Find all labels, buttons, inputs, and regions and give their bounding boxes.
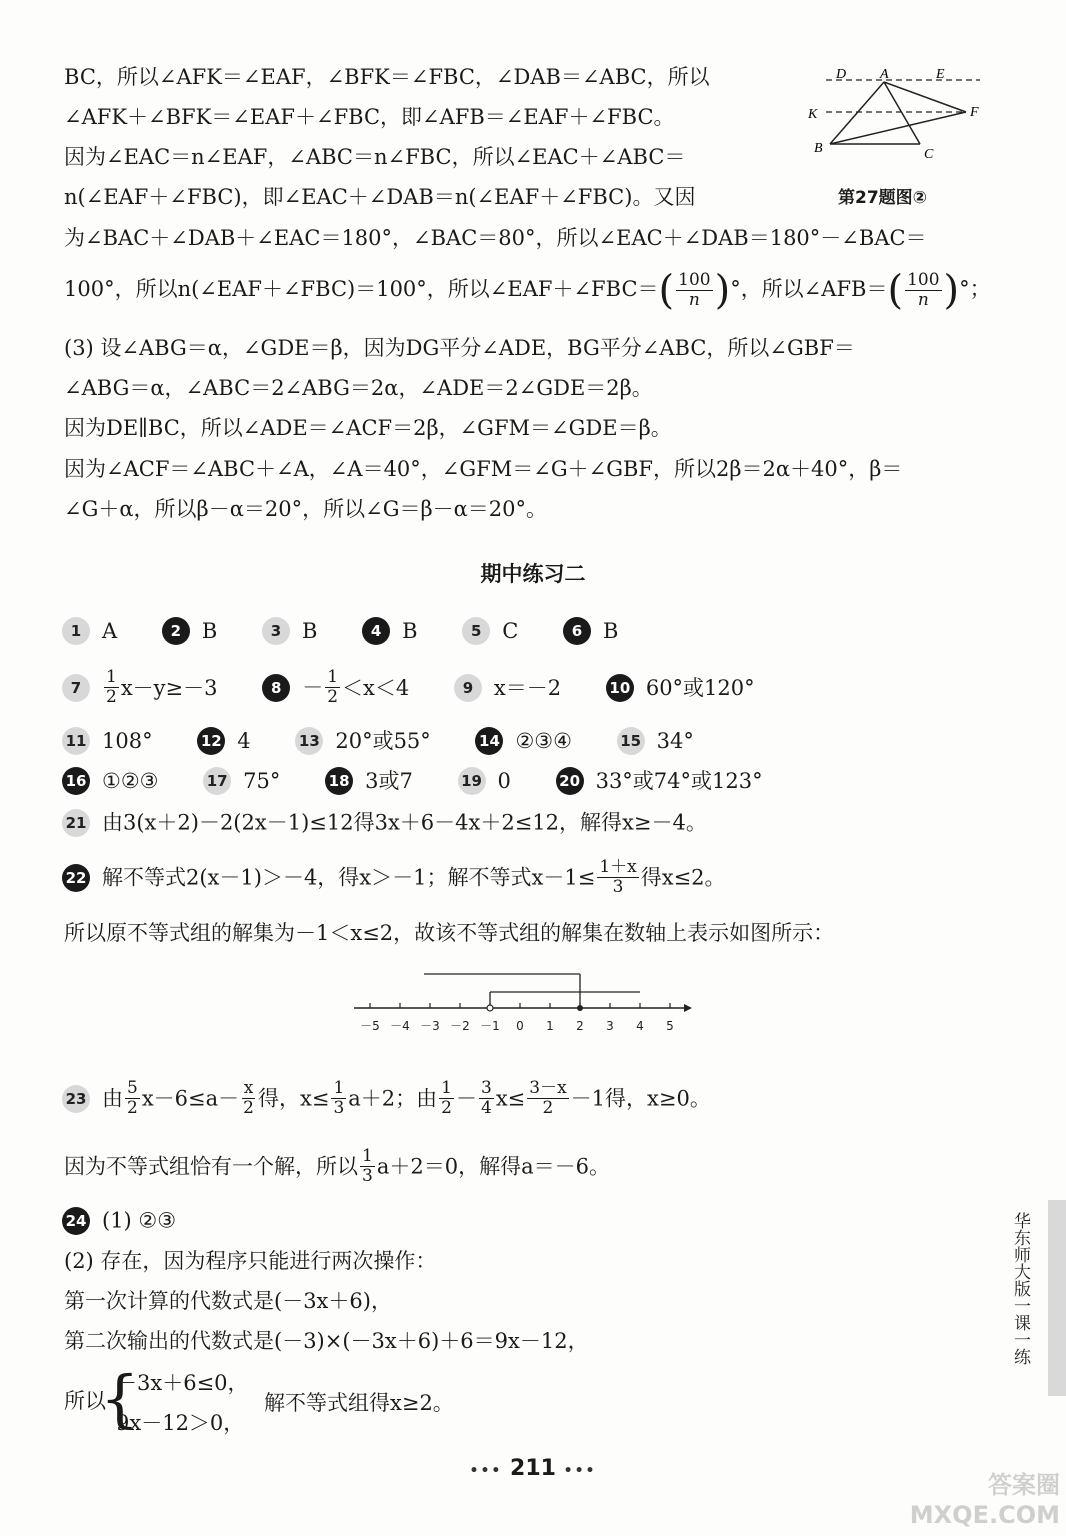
fraction-100-n-2: $\frac{100}{n}$ [907,270,940,310]
text-line-11: ∠G＋α，所以β－α＝20°，所以∠G＝β－α＝20°。 [64,497,548,521]
q3-badge: 3 [262,617,290,645]
closed-point-2 [577,1005,583,1011]
q8-fraction: $\frac{1}{2}$ [327,667,339,707]
label-K: K [808,107,818,122]
tick-label-3: －2 [450,1019,470,1033]
q17-answer: 75° [243,768,281,793]
text-line-6: 100°，所以n(∠EAF＋∠FBC)＝100°，所以∠EAF＋∠FBC＝( $\frac{100}{n}$ )°，所以∠AFB＝( $\frac{100}{n}$ )°； [64,267,991,314]
q1-answer: A [102,618,118,643]
axis-arrow [684,1004,692,1012]
q13-badge: 13 [295,727,323,755]
q24-line-3: 第一次计算的代数式是(－3x＋6)， [64,1289,392,1313]
system-line-2: 9x－12＞0， [116,1411,245,1435]
q24-line-4: 第二次输出的代数式是(－3)×(－3x＋6)＋6＝9x－12， [64,1329,589,1353]
text-line-8: ∠ABG＝α，∠ABC＝2∠ABG＝2α，∠ADE＝2∠GDE＝2β。 [64,376,653,400]
q9-badge: 9 [454,674,482,702]
q6-badge: 6 [563,617,591,645]
q7-badge: 7 [62,674,90,702]
q17-badge: 17 [203,767,231,795]
q24-row [62,1204,176,1236]
q24-line-5b: 解不等式组得x≥2。 [264,1391,454,1415]
text-line-2: ∠AFK＋∠BFK＝∠EAF＋∠FBC，即∠AFB＝∠EAF＋∠FBC。 [64,105,675,129]
q15-answer: 34° [656,728,694,753]
fraction-100-n: $\frac{100}{n}$ [678,270,711,310]
text-line-7: (3) 设∠ABG＝α，∠GDE＝β，因为DG平分∠ADE，BG平分∠ABC，所以∠GBF＝ [64,336,855,360]
tick-label-4: －1 [480,1019,500,1033]
label-A: A [880,67,889,82]
tick-label-1: －4 [390,1019,410,1033]
q4-answer: B [402,618,418,643]
system-line-1: －3x＋6≤0， [116,1371,249,1395]
q22-text-a: 解不等式2(x－1)＞－4，得x＞－1；解不等式x－1≤ [102,865,596,890]
label-B: B [814,141,823,156]
q2-answer: B [201,618,218,643]
text-line-4: n(∠EAF＋∠FBC)，即∠EAC＋∠DAB＝n(∠EAF＋∠FBC)。又因 [64,185,696,209]
page-number-area: ••• 211 ••• [469,1456,597,1481]
q7-answer: x－y≥－3 [120,675,218,700]
label-C: C [924,147,934,162]
q5-answer: C [502,618,519,643]
q21-row [62,806,707,838]
section-title: 期中练习二 [480,562,586,586]
q19-badge: 19 [458,767,486,795]
answers-row-2 [62,664,793,710]
q1-badge: 1 [62,617,90,645]
number-line [348,968,708,1040]
q12-badge: 12 [197,727,225,755]
page-number: 211 [510,1456,556,1481]
q8-prefix: － [302,675,324,700]
side-tab [1048,1200,1066,1396]
q9-answer: x＝－2 [493,675,562,700]
q14-answer: ②③④ [515,728,572,753]
tick-label-6: 1 [546,1019,554,1033]
tick-label-8: 3 [606,1019,614,1033]
label-F: F [970,105,979,120]
q8-answer: ＜x＜4 [342,675,410,700]
q23-frac-1: $\frac{5}{2}$ [127,1078,138,1118]
q20-badge: 20 [556,767,584,795]
answers-row-1 [62,614,656,646]
q10-badge: 10 [606,674,634,702]
q15-badge: 15 [617,727,645,755]
q23-row: 23 由 $\frac{5}{2}$ x－6≤a－ $\frac{x}{2}$ 得，x≤ $\frac{1}{3}$ a＋2；由 $\frac{1}{2}$ － $\frac{3}{4}$ x≤ $\frac{3-x}{2}$ －1得，x≥0。 [62,1074,711,1122]
q23-frac-4: $\frac{1}{2}$ [441,1078,452,1118]
q11-answer: 108° [102,728,153,753]
q22-row [62,854,726,900]
label-E: E [936,67,945,82]
q24-badge: 24 [62,1207,90,1235]
text-line-6b: °，所以∠AFB＝ [730,277,888,301]
tick-label-5: 0 [516,1019,524,1033]
q23-frac-6: $\frac{3-x}{2}$ [529,1078,567,1118]
q10-answer: 60°或120° [645,675,755,700]
q23-line-2: 因为不等式组恰有一个解，所以 $\frac{1}{3}$ a＋2＝0，解得a＝－6。 [64,1146,610,1186]
q24-part-1: (1) ②③ [102,1208,177,1233]
tick-label-2: －3 [420,1019,440,1033]
label-D: D [836,67,847,82]
tick-label-0: －5 [360,1019,380,1033]
q3-answer: B [301,618,318,643]
text-line-5: 为∠BAC＋∠DAB＋∠EAC＝180°，∠BAC＝80°，所以∠EAC＋∠DAB＝180°－∠BAC＝ [64,226,927,250]
text-line-6c: °； [959,277,991,301]
q11-badge: 11 [62,727,90,755]
geometry-figure [800,60,1000,170]
q24-line-5a: 所以 [64,1389,106,1413]
answers-row-3 [62,724,732,756]
text-line-10: 因为∠ACF＝∠ABC＋∠A，∠A＝40°，∠GFM＝∠G＋∠GBF，所以2β＝2α＋40°，β＝ [64,457,903,481]
side-label: 华东师大版一课一练 [1010,1212,1030,1365]
tick-label-10: 5 [666,1019,674,1033]
q23-frac-5: $\frac{3}{4}$ [480,1078,492,1118]
q22-badge: 22 [62,864,90,892]
q22-text-b: 得x≤2。 [640,865,726,890]
q23-frac-2: $\frac{x}{2}$ [243,1078,254,1118]
q2-badge: 2 [162,617,190,645]
answers-row-4 [62,764,801,796]
q16-answer: ①②③ [102,768,159,793]
q16-badge: 16 [62,767,90,795]
text-line-6a: 100°，所以n(∠EAF＋∠FBC)＝100°，所以∠EAF＋∠FBC＝ [64,277,659,301]
watermark-logo: 答案圈 MXQE.COM [909,1471,1060,1529]
q7-fraction: $\frac{1}{2}$ [106,667,117,707]
text-line-1: BC，所以∠AFK＝∠EAF，∠BFK＝∠FBC，∠DAB＝∠ABC，所以 [64,65,710,89]
q6-answer: B [603,618,619,643]
q24-part-2: (2) 存在，因为程序只能进行两次操作： [64,1249,437,1273]
q23-badge: 23 [62,1085,90,1113]
q18-answer: 3或7 [365,768,413,793]
q19-answer: 0 [497,768,511,793]
q22-line-2: 所以原不等式组的解集为－1＜x≤2，故该不等式组的解集在数轴上表示如图所示： [64,921,835,945]
q22-fraction: $\frac{1+x}{3}$ [599,857,637,897]
q18-badge: 18 [325,767,353,795]
q20-answer: 33°或74°或123° [595,768,763,793]
system-brace: { [100,1362,140,1435]
figure-caption: 第27题图② [838,188,928,208]
q5-badge: 5 [462,617,490,645]
text-line-9: 因为DE∥BC，所以∠ADE＝∠ACF＝2β，∠GFM＝∠GDE＝β。 [64,416,672,440]
q21-text: 由3(x＋2)－2(2x－1)≤12得3x＋6－4x＋2≤12，解得x≥－4。 [102,810,707,835]
tick-label-7: 2 [576,1019,584,1033]
q4-badge: 4 [362,617,390,645]
q8-badge: 8 [262,674,290,702]
text-line-3: 因为∠EAC＝n∠EAF，∠ABC＝n∠FBC，所以∠EAC＋∠ABC＝ [64,145,686,169]
q23-frac-3: $\frac{1}{3}$ [333,1078,345,1118]
q12-answer: 4 [237,728,251,753]
q14-badge: 14 [475,727,503,755]
open-point-neg1 [487,1005,493,1011]
q23-frac-7: $\frac{1}{3}$ [362,1146,373,1186]
tick-label-9: 4 [636,1019,644,1033]
q13-answer: 20°或55° [335,728,431,753]
q21-badge: 21 [62,809,90,837]
